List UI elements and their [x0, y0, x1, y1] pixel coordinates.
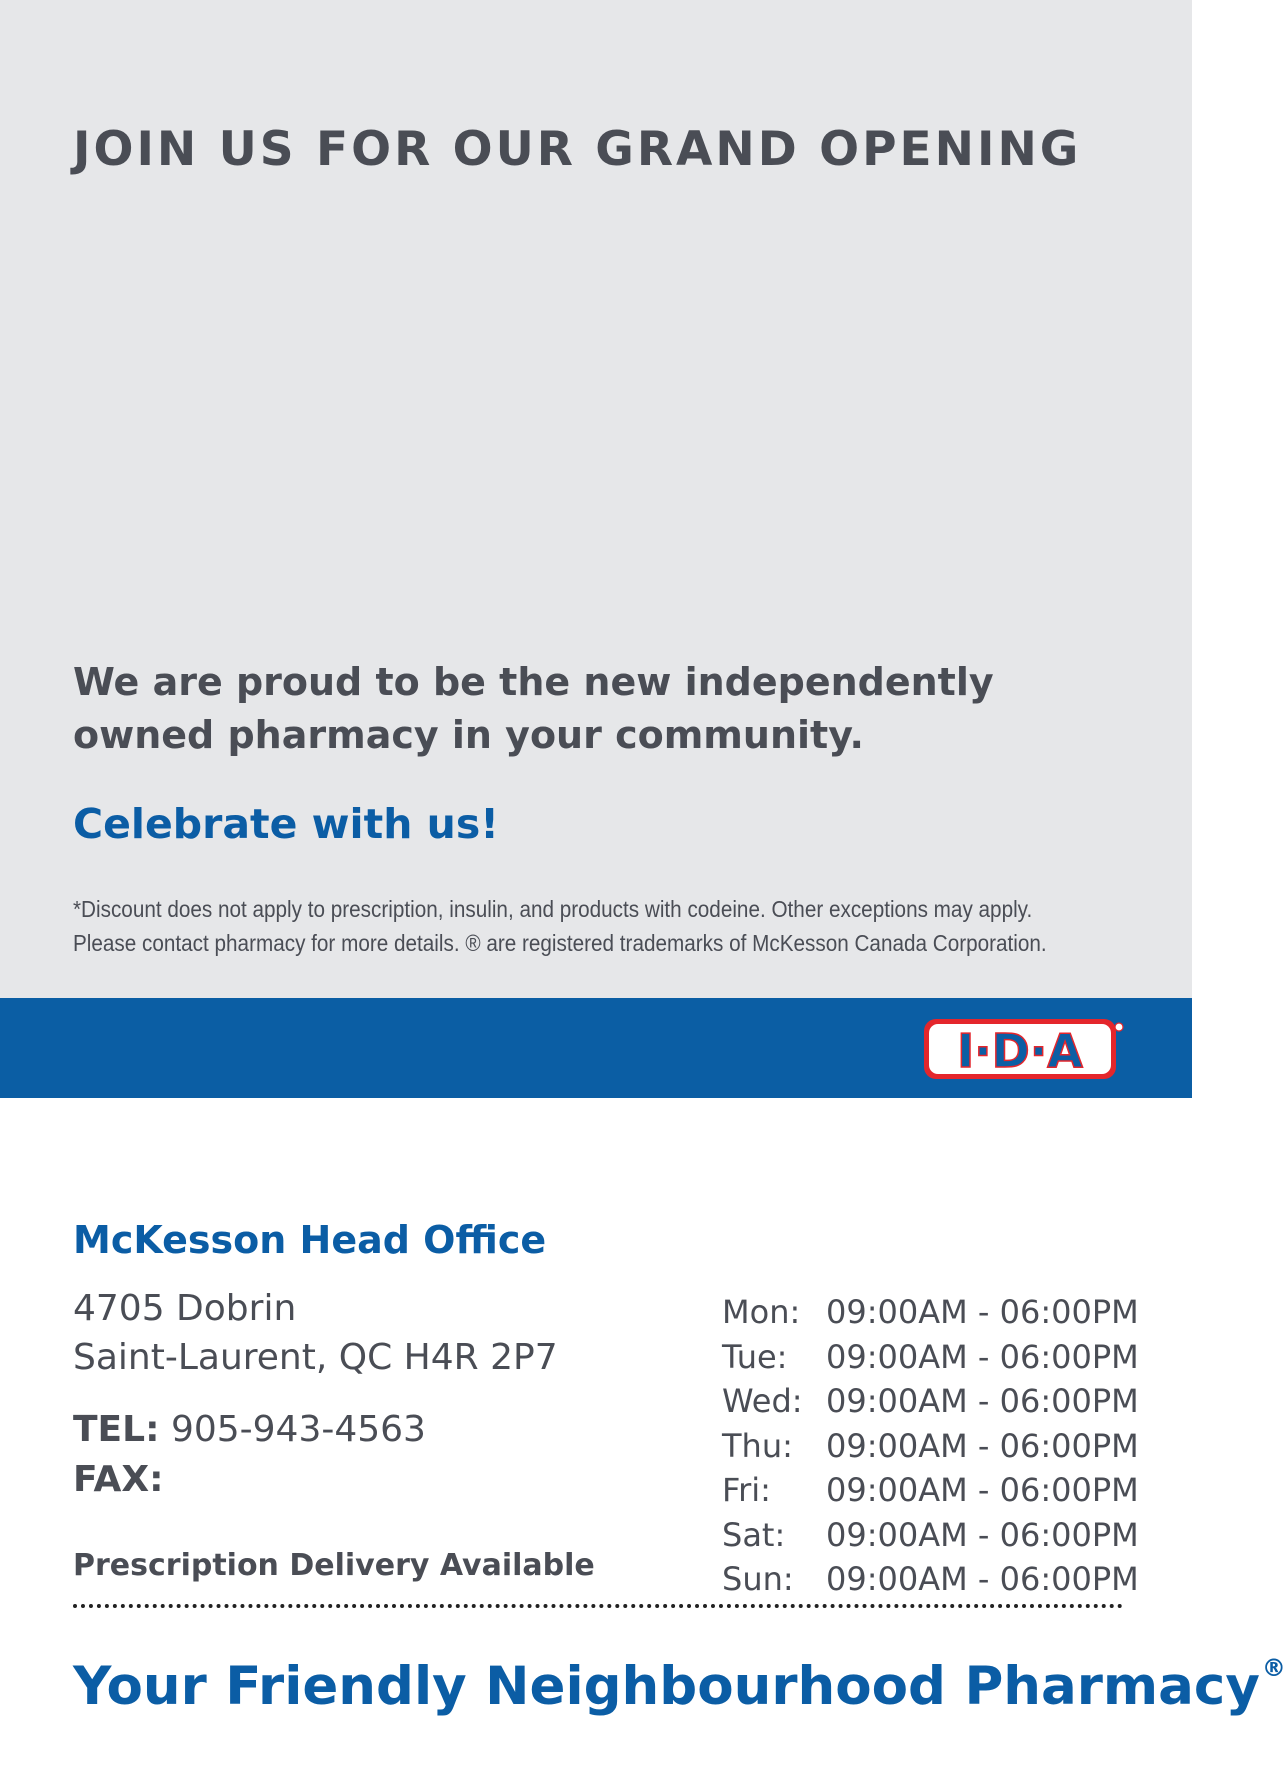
hours-row	[722, 1468, 1139, 1513]
hours-time: 09:00AM - 06:00PM	[826, 1337, 1139, 1376]
phone-row	[73, 1405, 426, 1455]
hours-day: Sun:	[722, 1560, 794, 1598]
hours-time: 09:00AM - 06:00PM	[826, 1293, 1139, 1331]
ida-logo-text: I·D·A	[957, 1024, 1083, 1078]
ida-logo	[924, 1017, 1124, 1081]
hours-day: Mon:	[722, 1293, 801, 1331]
registered-mark: ®	[1261, 1654, 1286, 1682]
hours-time: 09:00AM - 06:00PM	[826, 1471, 1139, 1509]
tagline	[73, 1656, 1286, 1717]
address-line: 4705 Dobrin	[73, 1288, 297, 1329]
tagline-text: Your Friendly Neighbourhood Pharmacy	[73, 1656, 1260, 1717]
hours-row	[722, 1513, 1139, 1558]
hours-day: Tue:	[722, 1337, 788, 1376]
disclaimer-line: *Discount does not apply to prescription, insulin, and products with codeine. Other exceptions may apply.	[73, 896, 1033, 922]
hours-time: 09:00AM - 06:00PM	[826, 1560, 1139, 1598]
hours-day: Sat:	[722, 1515, 786, 1554]
store-name: McKesson Head Office	[73, 1218, 547, 1262]
hours-row	[722, 1379, 1139, 1424]
hours-day: Fri:	[722, 1471, 771, 1509]
hours-row	[722, 1335, 1139, 1380]
hours-row	[722, 1424, 1139, 1469]
fax-row	[73, 1455, 426, 1505]
store-address	[73, 1284, 558, 1382]
hours-day: Wed:	[722, 1382, 803, 1420]
hours-time: 09:00AM - 06:00PM	[826, 1515, 1139, 1554]
hours-time: 09:00AM - 06:00PM	[826, 1382, 1139, 1420]
disclaimer	[73, 892, 1047, 960]
hours-day: Thu:	[722, 1426, 793, 1465]
address-line: Saint-Laurent, QC H4R 2P7	[73, 1337, 558, 1378]
dotted-divider	[73, 1604, 1123, 1608]
intro-text: We are proud to be the new independently owned pharmacy in your community.	[73, 660, 994, 757]
tel-value: 905-943-4563	[170, 1409, 426, 1450]
hours-row	[722, 1290, 1139, 1335]
tel-label: TEL:	[73, 1409, 160, 1450]
headline: JOIN US FOR OUR GRAND OPENING	[73, 122, 1082, 177]
celebrate-text: Celebrate with us!	[73, 800, 499, 848]
delivery-note: Prescription Delivery Available	[73, 1548, 595, 1583]
store-contact	[73, 1405, 426, 1505]
hours-time: 09:00AM - 06:00PM	[826, 1426, 1139, 1465]
hours-row	[722, 1557, 1139, 1602]
fax-label: FAX:	[73, 1459, 164, 1500]
store-hours	[722, 1290, 1139, 1602]
disclaimer-line: Please contact pharmacy for more details. ® are registered trademarks of McKesson Canada Corporation.	[73, 930, 1047, 956]
